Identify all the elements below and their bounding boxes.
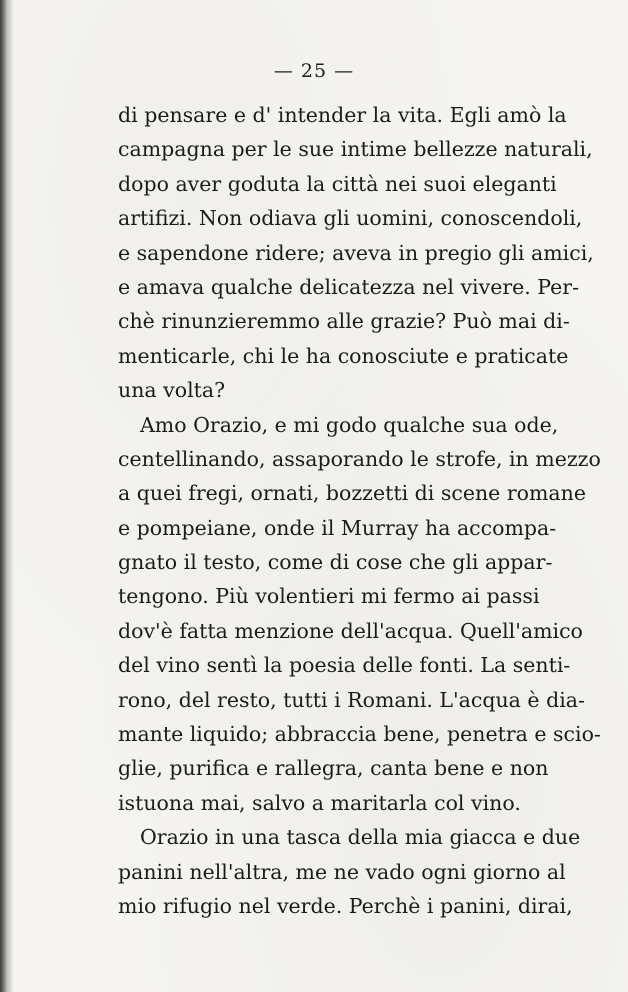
body-text xyxy=(118,98,601,923)
text-line: centellinando, assaporando le strofe, in mezzo xyxy=(118,446,601,471)
paragraph-2 xyxy=(118,408,601,821)
text-line: tengono. Più volentieri mi fermo ai passi xyxy=(118,584,540,609)
text-line: mante liquido; abbraccia bene, penetra e scio- xyxy=(118,722,601,747)
paragraph-1 xyxy=(118,98,594,408)
text-line: chè rinunzieremmo alle grazie? Può mai di- xyxy=(118,309,570,334)
text-line: di pensare e d' intender la vita. Egli amò la xyxy=(118,103,567,127)
paragraph-3 xyxy=(118,820,581,923)
text-line: e pompeiane, onde il Murray ha accompa- xyxy=(118,515,557,540)
text-line: del vino sentì la poesia delle fonti. La senti- xyxy=(118,653,571,678)
text-line: dov'è fatta menzione dell'acqua. Quell'amico xyxy=(118,618,583,643)
text-line: campagna per le sue intime bellezze naturali, xyxy=(118,137,593,162)
text-line: a quei fregi, ornati, bozzetti di scene romane xyxy=(118,481,586,506)
text-line: dopo aver goduta la città nei suoi eleganti xyxy=(118,171,557,196)
text-line: Amo Orazio, e mi godo qualche sua ode, xyxy=(140,412,559,437)
text-line: mio rifugio nel verde. Perchè i panini, dirai, xyxy=(118,893,573,918)
text-line: panini nell'altra, me ne vado ogni giorno al xyxy=(118,859,566,884)
text-line: Orazio in una tasca della mia giacca e due xyxy=(140,825,581,850)
text-line: rono, del resto, tutti i Romani. L'acqua è dia- xyxy=(118,687,585,712)
text-line: gnato il testo, come di cose che gli appar- xyxy=(118,550,553,575)
text-line: menticarle, chi le ha conosciute e praticate xyxy=(118,343,569,368)
page-number: — 25 — xyxy=(273,60,355,82)
text-line: artifizi. Non odiava gli uomini, conoscendoli, xyxy=(118,206,583,231)
text-line: una volta? xyxy=(118,378,226,403)
text-line: e sapendone ridere; aveva in pregio gli amici, xyxy=(118,240,594,265)
text-line: e amava qualche delicatezza nel vivere. Per- xyxy=(118,274,580,299)
text-line: glie, purifica e rallegra, canta bene e non xyxy=(118,756,549,781)
binding-edge xyxy=(0,0,14,992)
text-line: istuona mai, salvo a maritarla col vino. xyxy=(118,790,521,815)
